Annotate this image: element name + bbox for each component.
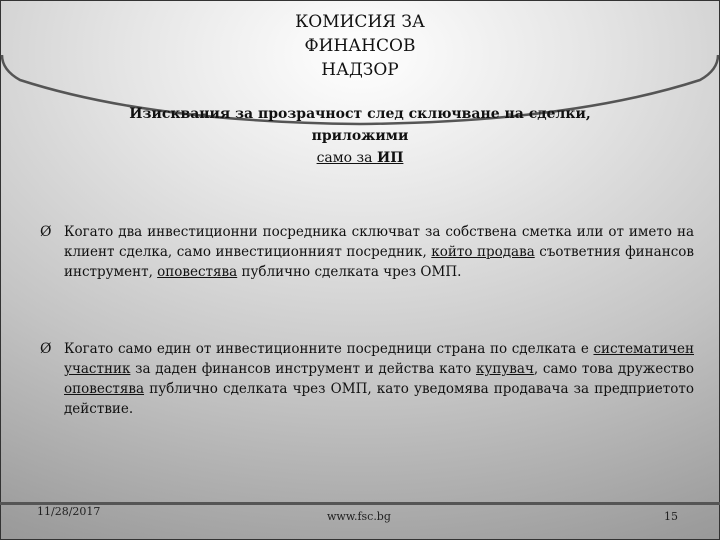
bullet-text: съответния финансов инструмент, (64, 244, 695, 280)
subtitle-line: Изисквания за прозрачност след сключване на сделки, приложими (129, 106, 591, 144)
slide-number: 15 (664, 510, 678, 523)
footer-date: 11/28/2017 (37, 505, 101, 518)
bullet-text: публично сделката чрез ОМП. (237, 264, 462, 280)
bullet-text: , само това дружество (533, 361, 694, 377)
title-line: ФИНАНСОВ (304, 36, 416, 56)
subtitle-text: само за (316, 150, 377, 166)
arrow-bullet-icon: Ø (40, 341, 52, 357)
bullet-text: Когато два инвестиционни посредника сключват за собствена сметка или от името на клиент сделка, само инвестиционният посредник, (64, 224, 694, 260)
title-line: НАДЗОР (321, 60, 399, 80)
bullet-item (40, 339, 694, 419)
bullet-underlined: оповестява (64, 381, 145, 397)
bullet-underlined: оповестява (157, 264, 238, 280)
bullet-underlined: купувач (475, 361, 534, 377)
bullet-text: Когато само един от инвестиционните посредници страна по сделката е (64, 341, 594, 357)
bullet-text: за даден финансов инструмент и действа като (130, 361, 476, 377)
footer-divider (0, 502, 720, 505)
footer-url: www.fsc.bg (327, 510, 391, 523)
subtitle-emphasis: ИП (376, 150, 404, 166)
bullet-text: публично сделката чрез ОМП, като уведомява продавача за предприетото действие. (64, 381, 694, 417)
slide-title (0, 10, 720, 82)
bullet-underlined: систематичен участник (64, 341, 694, 377)
arrow-bullet-icon: Ø (40, 224, 52, 240)
slide-subtitle (110, 103, 610, 169)
bullet-underlined: който продава (431, 244, 535, 260)
bullet-item (40, 222, 695, 282)
title-line: КОМИСИЯ ЗА (295, 12, 425, 32)
